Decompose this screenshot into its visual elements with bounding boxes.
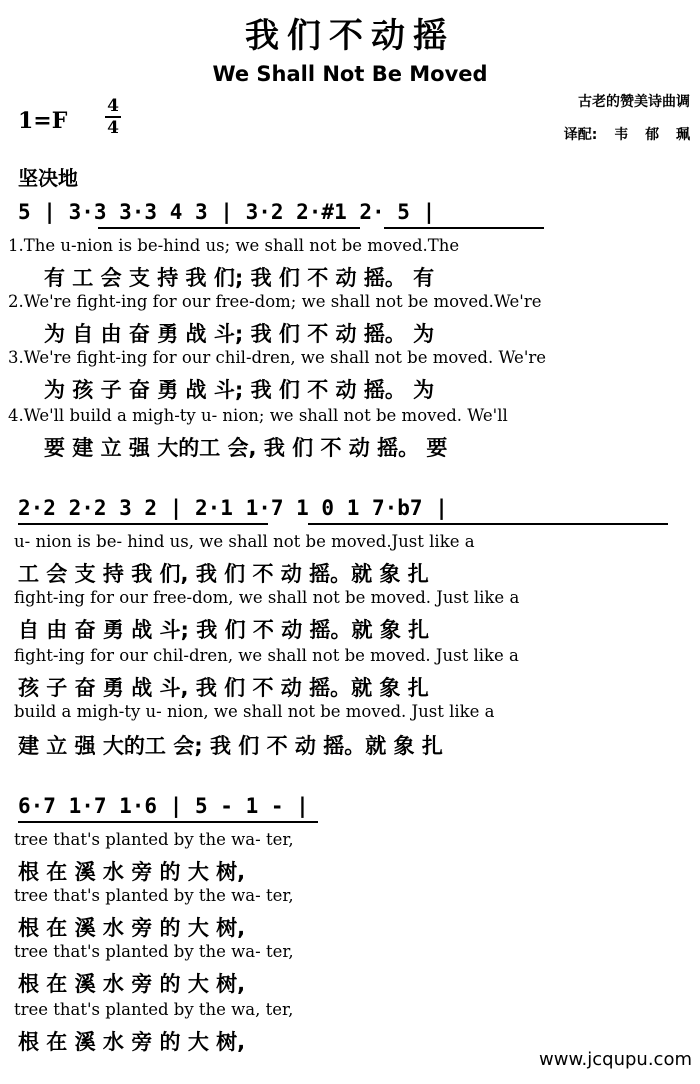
lyric-line: 为 孩 子 奋 勇 战 斗; 我 们 不 动 摇。 为 [44,378,435,402]
lyric-line: tree that's planted by the wa- ter, [14,886,294,905]
lyric-line: 根 在 溪 水 旁 的 大 树, [18,860,246,884]
lyric-line: tree that's planted by the wa- ter, [14,942,294,961]
meter-bottom: 4 [107,118,119,138]
tempo-marking: 坚决地 [18,166,78,190]
watermark-url: www.jcqupu.com [539,1049,692,1070]
beam-line [308,523,668,525]
key-signature: 1=F [18,108,68,134]
notes-system-3: 6·7 1·7 1·6 | 5 - 1 - | [18,794,309,818]
lyric-line: tree that's planted by the wa, ter, [14,1000,294,1019]
lyric-line: 为 自 由 奋 勇 战 斗; 我 们 不 动 摇。 为 [44,322,435,346]
lyric-line: 3.We're fight-ing for our chil-dren, we shall not be moved. We're [8,348,547,367]
lyric-line: 孩 子 奋 勇 战 斗, 我 们 不 动 摇。就 象 扎 [18,676,429,700]
beam-line [384,227,544,229]
beam-line [18,821,318,823]
lyric-line: 要 建 立 强 大的工 会, 我 们 不 动 摇。 要 [44,436,448,460]
lyric-line: build a migh-ty u- nion, we shall not be moved. Just like a [14,702,495,721]
lyric-line: 根 在 溪 水 旁 的 大 树, [18,916,246,940]
lyric-line: 根 在 溪 水 旁 的 大 树, [18,1030,246,1054]
meter-top: 4 [107,96,119,116]
page-subtitle: We Shall Not Be Moved [212,62,488,86]
notes-system-2: 2·2 2·2 3 2 | 2·1 1·7 1 0 1 7·b7 | [18,496,448,520]
page-title: 我们不动摇 [245,16,455,56]
lyric-line: u- nion is be- hind us, we shall not be moved.Just like a [14,532,475,551]
lyric-line: 根 在 溪 水 旁 的 大 树, [18,972,246,996]
beam-line [18,523,268,525]
lyric-line: fight-ing for our chil-dren, we shall not be moved. Just like a [14,646,519,665]
lyric-line: tree that's planted by the wa- ter, [14,830,294,849]
lyric-line: 1.The u-nion is be-hind us; we shall not be moved.The [8,236,460,255]
lyric-line: 建 立 强 大的工 会; 我 们 不 动 摇。就 象 扎 [18,734,443,758]
lyric-line: 自 由 奋 勇 战 斗; 我 们 不 动 摇。就 象 扎 [18,618,430,642]
lyric-line: 4.We'll build a migh-ty u- nion; we shall not be moved. We'll [8,406,508,425]
time-signature [105,96,121,138]
lyric-line: 有 工 会 支 持 我 们; 我 们 不 动 摇。 有 [44,266,435,290]
lyric-line: fight-ing for our free-dom, we shall not be moved. Just like a [14,588,520,607]
melody-source: 古老的赞美诗曲调 [578,94,690,110]
lyric-line: 2.We're fight-ing for our free-dom; we shall not be moved.We're [8,292,542,311]
arranger-credit: 译配: 韦 郁 珮 [563,127,690,143]
lyric-line: 工 会 支 持 我 们, 我 们 不 动 摇。就 象 扎 [18,562,429,586]
notes-system-1: 5 | 3·3 3·3 4 3 | 3·2 2·#1 2· 5 | [18,200,436,224]
beam-line [98,227,360,229]
